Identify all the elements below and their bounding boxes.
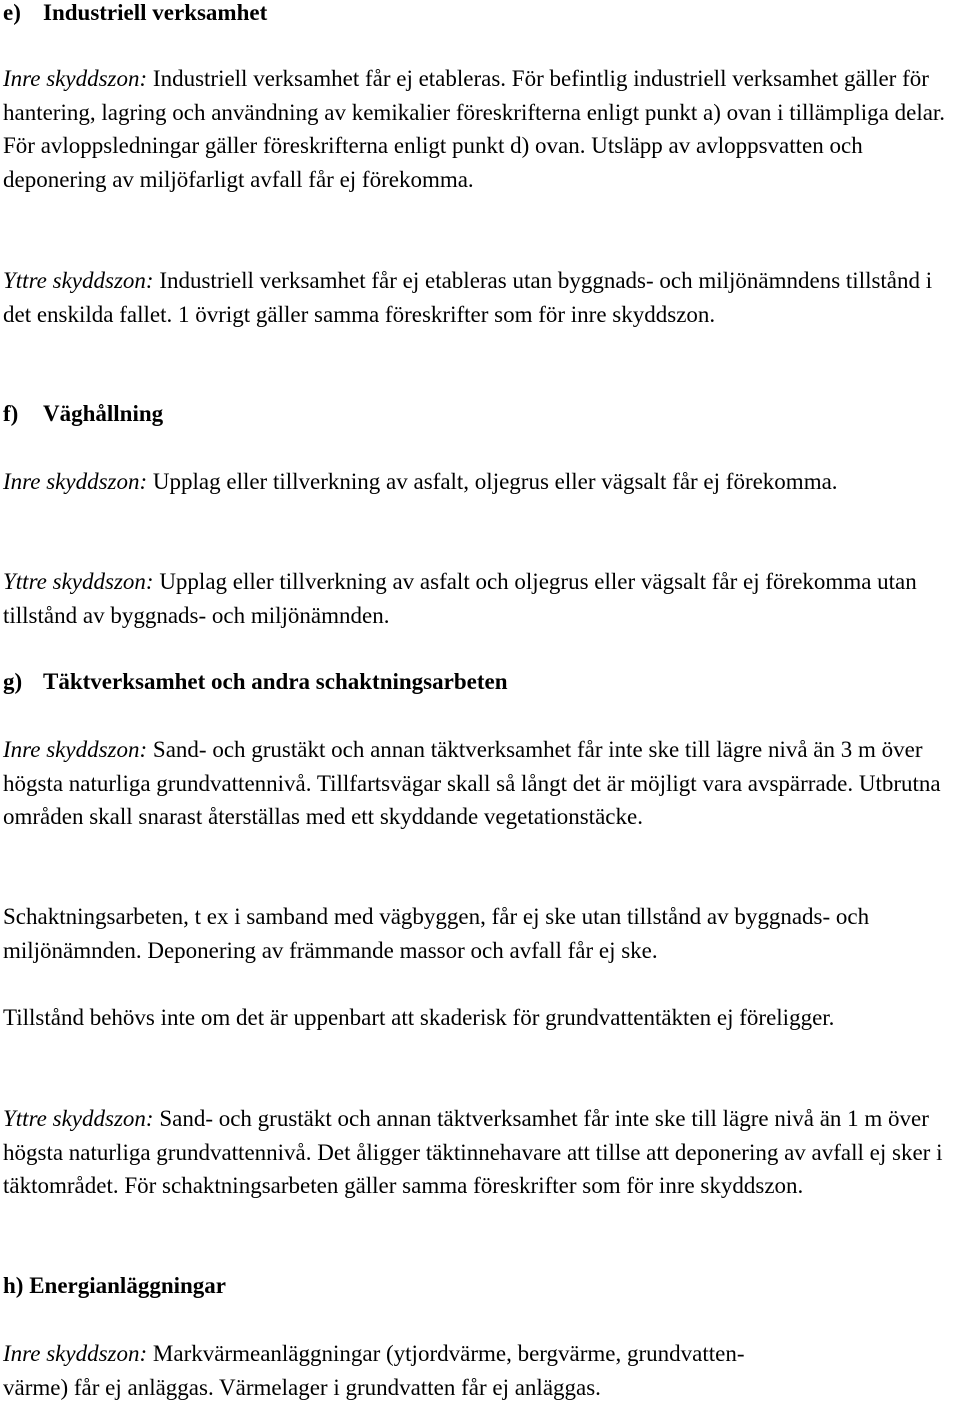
- section-letter: g): [3, 669, 23, 694]
- zone-label: Yttre skyddszon:: [3, 569, 154, 594]
- zone-label: Inre skyddszon:: [3, 66, 148, 91]
- section-title: h) Energianläggningar: [3, 1273, 227, 1298]
- paragraph-text: Sand- och grustäkt och annan täktverksamhet får inte ske till lägre nivå än 3 m över högsta naturliga grundvattennivå. Tillfartsvägar skall så långt det är möjligt vara avspärrade. Utbrutna områden skall snarast återställas med ett skyddande vegetationstäcke.: [3, 737, 941, 829]
- paragraph-text: Upplag eller tillverkning av asfalt, oljegrus eller vägsalt får ej förekomma.: [147, 469, 838, 494]
- paragraph-g-yttre: [3, 1102, 958, 1203]
- zone-label: Inre skyddszon:: [3, 1341, 148, 1366]
- paragraph-text: Sand- och grustäkt och annan täktverksamhet får inte ske till lägre nivå än 1 m över högsta naturliga grundvattennivå. Det åligger täktinnehavare att tillse att deponering av avfall ej sker i täktområdet. För schaktningsarbeten gäller samma föreskrifter som för inre skyddszon.: [3, 1106, 943, 1198]
- paragraph-text: värme) får ej anläggas. Värmelager i grundvatten får ej anläggas.: [3, 1374, 601, 1400]
- paragraph-f-yttre: [3, 565, 958, 632]
- zone-label: Yttre skyddszon:: [3, 268, 154, 293]
- paragraph-g-schakt: [3, 900, 958, 967]
- paragraph-text: Industriell verksamhet får ej etableras utan byggnads- och miljönämndens tillstånd i det enskilda fallet. 1 övrigt gäller samma föreskrifter som för inre skyddszon.: [3, 268, 933, 327]
- section-title: Industriell verksamhet: [43, 0, 268, 25]
- section-letter: f): [3, 401, 19, 426]
- paragraph-text: Markvärmeanläggningar (ytjordvärme, bergvärme, grundvatten-: [147, 1341, 745, 1366]
- section-title: Väghållning: [43, 401, 164, 426]
- paragraph-e-inre: [3, 62, 958, 196]
- zone-label: Inre skyddszon:: [3, 737, 148, 762]
- paragraph-h-inre: [3, 1337, 958, 1404]
- paragraph-text: Tillstånd behövs inte om det är uppenbart att skaderisk för grundvattentäkten ej föreligger.: [3, 1005, 835, 1030]
- section-title: Täktverksamhet och andra schaktningsarbeten: [43, 669, 508, 694]
- paragraph-f-inre: [3, 465, 958, 499]
- section-heading-g: [3, 665, 508, 699]
- section-letter: e): [3, 0, 21, 25]
- section-heading-h: [3, 1269, 226, 1303]
- paragraph-text: Industriell verksamhet får ej etableras. För befintlig industriell verksamhet gäller för hantering, lagring och användning av kemikalier föreskrifterna enligt punkt a) ovan i tillämpliga delar. För avloppsledningar gäller föreskrifterna enligt punkt d) ovan. Utsläpp av avloppsvatten och deponering av miljöfarligt avfall får ej förekomma.: [3, 66, 946, 192]
- paragraph-g-tillstand: [3, 1001, 958, 1035]
- paragraph-text: Upplag eller tillverkning av asfalt och oljegrus eller vägsalt får ej förekomma utan tillstånd av byggnads- och miljönämnden.: [3, 569, 917, 628]
- paragraph-e-yttre: [3, 264, 958, 331]
- zone-label: Inre skyddszon:: [3, 469, 148, 494]
- section-heading-f: [3, 397, 163, 431]
- section-heading-e: [3, 0, 267, 30]
- zone-label: Yttre skyddszon:: [3, 1106, 154, 1131]
- paragraph-text: Schaktningsarbeten, t ex i samband med vägbyggen, får ej ske utan tillstånd av byggnads- och miljönämnden. Deponering av främmande massor och avfall får ej ske.: [3, 904, 870, 963]
- paragraph-g-inre: [3, 733, 958, 834]
